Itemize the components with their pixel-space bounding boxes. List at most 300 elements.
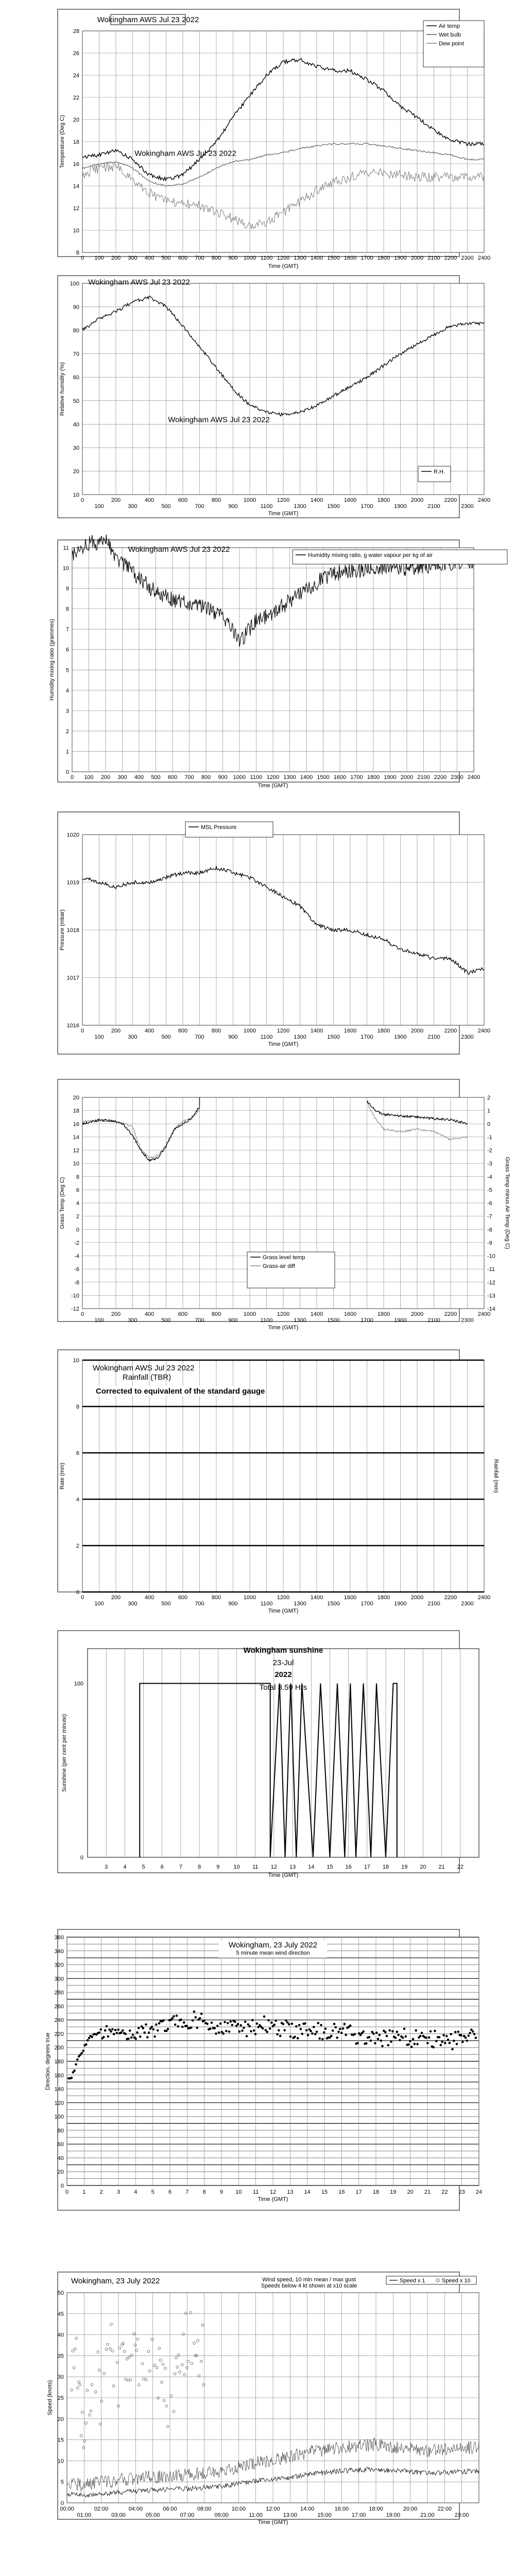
y-tick-label-wdir: 140 (54, 2086, 64, 2093)
data-point-wdir (399, 2039, 401, 2042)
x-tick-label-rain: 2200 (444, 1595, 457, 1601)
y-axis-label-mix: Humidity mixing ratio (grammes) (49, 619, 55, 701)
y2-tick-label-grass: -11 (487, 1266, 495, 1273)
y-tick-label-temp: 22 (73, 95, 79, 101)
x-tick-label-rain: 300 (128, 1601, 138, 1607)
x-tick-label-temp: 2400 (477, 255, 491, 261)
data-point-wdir (110, 2030, 112, 2033)
data-point-wdir (173, 2015, 175, 2018)
data-point-wdir (81, 2052, 83, 2055)
data-point-wdir (428, 2036, 431, 2039)
data-point-wdir (142, 2027, 145, 2029)
data-point-wdir (143, 2031, 146, 2034)
x-tick-label-mix: 400 (134, 774, 144, 781)
x-tick-label-bottom-wspd: 13:00 (283, 2512, 298, 2518)
data-point-wdir (213, 2027, 216, 2029)
y-tick-label-wdir: 300 (54, 1976, 64, 1982)
x-tick-label-rh: 500 (161, 503, 171, 510)
x-tick-label-temp: 1700 (360, 255, 373, 261)
y-tick-label-grass: 2 (76, 1213, 79, 1220)
x-tick-label-grass: 1400 (310, 1311, 323, 1317)
data-point-wdir (270, 2022, 273, 2024)
data-point-wdir (405, 2036, 407, 2038)
x-tick-label-rain: 2100 (427, 1601, 440, 1607)
data-point-wdir (294, 2036, 296, 2038)
x-tick-label-grass: 800 (211, 1311, 221, 1317)
legend-label-grass: Grass level temp (263, 1255, 305, 1261)
x-tick-label-rh: 1200 (277, 497, 290, 503)
y-tick-label-mix: 10 (62, 565, 69, 572)
y-tick-label-wdir: 200 (54, 2045, 64, 2052)
data-point-wdir (289, 2036, 292, 2038)
x-tick-label-wdir: 3 (116, 2189, 121, 2195)
data-point-wdir (438, 2036, 441, 2039)
x-tick-label-rain: 500 (161, 1601, 171, 1607)
y-tick-label-grass: 14 (73, 1134, 79, 1141)
data-point-wdir (88, 2037, 91, 2040)
x-axis-label-wdir: Time (GMT) (258, 2196, 288, 2202)
x-tick-label-grass: 1600 (344, 1311, 357, 1317)
data-point-wdir (313, 2026, 315, 2028)
x-tick-label-mix: 2300 (451, 774, 464, 781)
x-tick-label-sun: 20 (420, 1864, 426, 1870)
annotation-rain: Corrected to equivalent of the standard gauge (96, 1387, 265, 1396)
x-tick-label-temp: 0 (80, 255, 84, 261)
y2-tick-label-grass: -3 (487, 1161, 492, 1167)
y2-tick-label-grass: -12 (487, 1279, 495, 1286)
x-tick-label-mix: 600 (167, 774, 178, 781)
data-point-wdir (177, 2025, 180, 2028)
x-tick-label-rain: 900 (228, 1601, 238, 1607)
data-point-wdir (342, 2027, 345, 2030)
data-point-wdir (136, 2031, 139, 2034)
data-point-wdir (211, 2022, 213, 2024)
x-tick-label-temp: 2300 (461, 255, 474, 261)
data-point-wdir (73, 2070, 76, 2072)
x-tick-label-grass: 600 (178, 1311, 188, 1317)
x-tick-label-sun: 17 (364, 1864, 370, 1870)
x-tick-label-press: 1100 (260, 1034, 273, 1040)
data-point-wdir (419, 2035, 422, 2038)
data-point-wdir (219, 2023, 222, 2025)
data-point-wdir (381, 2045, 384, 2047)
x-tick-label-press: 500 (161, 1034, 171, 1040)
data-point-wdir (304, 2022, 306, 2025)
data-point-wdir (415, 2029, 417, 2032)
y-tick-label-wdir: 20 (57, 2169, 64, 2176)
x-tick-label-temp: 100 (94, 255, 104, 261)
x-tick-label-top-wspd: 06:00 (163, 2506, 177, 2512)
x-tick-label-sun: 7 (179, 1864, 183, 1870)
data-point-wdir (148, 2031, 150, 2034)
data-point-wdir (125, 2033, 127, 2036)
data-point-wdir (114, 2029, 117, 2031)
legend-label-rh: R.H. (434, 469, 445, 475)
y-tick-label-rh: 60 (73, 375, 79, 381)
data-point-wdir (414, 2043, 416, 2045)
data-point-wdir (457, 2030, 460, 2033)
x-tick-label-press: 2200 (444, 1028, 457, 1034)
data-point-wdir (379, 2034, 381, 2037)
x-tick-label-wdir: 6 (168, 2189, 172, 2195)
x-tick-label-rain: 1300 (294, 1601, 306, 1607)
x-tick-label-rh: 2100 (427, 503, 440, 510)
data-point-wdir (344, 2023, 346, 2025)
x-tick-label-temp: 600 (178, 255, 188, 261)
data-point-wdir (388, 2029, 391, 2032)
data-point-wdir (116, 2032, 118, 2035)
x-tick-label-grass: 100 (94, 1317, 104, 1324)
x-tick-label-press: 100 (94, 1034, 104, 1040)
data-point-wdir (75, 2063, 77, 2066)
y2-axis-label-rain: Rainfall (mm) (493, 1459, 499, 1493)
x-tick-label-top-wspd: 02:00 (94, 2506, 109, 2512)
y-tick-label-mix: 0 (65, 769, 69, 775)
x-tick-label-temp: 800 (211, 255, 221, 261)
x-tick-label-wdir: 13 (287, 2189, 294, 2195)
y-tick-label-sun: 0 (80, 1855, 83, 1861)
y-tick-label-rain: 8 (76, 1404, 79, 1410)
y-tick-label-mix: 8 (65, 606, 69, 613)
x-tick-label-rain: 700 (195, 1601, 204, 1607)
x-tick-label-top-wspd: 20:00 (403, 2506, 418, 2512)
y-tick-label-wdir: 60 (57, 2141, 64, 2148)
y-tick-label-mix: 3 (65, 708, 69, 715)
x-tick-label-temp: 200 (111, 255, 121, 261)
x-tick-label-temp: 1000 (243, 255, 256, 261)
data-point-wdir (230, 2021, 232, 2023)
data-point-wdir (278, 2029, 280, 2032)
y-tick-label-rh: 10 (73, 492, 79, 498)
x-tick-label-rh: 600 (178, 497, 188, 503)
x-tick-label-grass: 0 (80, 1311, 84, 1317)
y-tick-label-press: 1017 (66, 975, 79, 981)
legend-label-temp: Air temp (439, 23, 460, 29)
data-point-wdir (394, 2037, 397, 2039)
data-point-wdir (451, 2048, 454, 2050)
x-axis-label-mix: Time (GMT) (258, 783, 288, 789)
x-tick-label-sun: 6 (160, 1864, 164, 1870)
data-point-wdir (353, 2033, 356, 2036)
data-point-wdir (234, 2021, 236, 2023)
x-tick-label-sun: 22 (457, 1864, 464, 1870)
data-point-wdir (449, 2042, 451, 2044)
data-point-wdir (386, 2035, 388, 2038)
data-point-wdir (180, 2019, 182, 2021)
x-tick-label-temp: 1600 (344, 255, 357, 261)
x-tick-label-temp: 300 (128, 255, 138, 261)
x-tick-label-sun: 11 (252, 1864, 259, 1870)
x-tick-label-sun: 18 (382, 1864, 389, 1870)
data-point-wdir (323, 2031, 325, 2034)
data-point-wdir (285, 2020, 287, 2022)
y-tick-label-temp: 8 (76, 250, 79, 256)
x-tick-label-grass: 1800 (377, 1311, 390, 1317)
data-point-wdir (447, 2039, 450, 2041)
x-tick-label-wdir: 19 (390, 2189, 397, 2195)
x-tick-label-grass: 1900 (394, 1317, 407, 1324)
x-tick-label-wdir: 18 (372, 2189, 380, 2195)
x-tick-label-press: 1500 (327, 1034, 340, 1040)
x-tick-label-mix: 2400 (467, 774, 480, 781)
x-axis-label-rh: Time (GMT) (268, 511, 299, 517)
x-tick-label-temp: 400 (144, 255, 154, 261)
x-tick-label-temp: 2000 (410, 255, 424, 261)
y-tick-label-mix: 9 (65, 586, 69, 592)
x-tick-label-rain: 1900 (394, 1601, 407, 1607)
x-tick-label-top-wspd: 04:00 (128, 2506, 143, 2512)
y-axis-label-press: Pressure (mbar) (59, 909, 65, 951)
data-point-wdir (99, 2028, 102, 2031)
data-point-wdir (107, 2036, 110, 2038)
chart-subtitle-sun: 23-Jul (272, 1658, 294, 1667)
x-tick-label-mix: 1000 (233, 774, 246, 781)
data-point-wdir (472, 2030, 474, 2033)
x-tick-label-press: 0 (80, 1028, 84, 1034)
x-tick-label-press: 1400 (310, 1028, 323, 1034)
x-tick-label-mix: 200 (100, 774, 111, 781)
y-axis-label-grass: Grass Temp (Deg C) (59, 1177, 65, 1229)
x-tick-label-rh: 800 (211, 497, 221, 503)
y-tick-label-wdir: 80 (57, 2127, 64, 2134)
x-tick-label-bottom-wspd: 11:00 (249, 2512, 263, 2518)
data-point-wdir (227, 2022, 229, 2025)
y-tick-label-rain: 10 (73, 1358, 79, 1364)
data-point-wdir (470, 2028, 473, 2031)
x-tick-label-rh: 100 (94, 503, 104, 510)
y-tick-label-grass: 0 (76, 1227, 79, 1233)
x-tick-label-rh: 1500 (327, 503, 340, 510)
y-tick-label-grass: 4 (76, 1200, 79, 1207)
data-point-wdir (300, 2028, 302, 2030)
x-tick-label-bottom-wspd: 09:00 (214, 2512, 229, 2518)
data-point-wdir (330, 2035, 333, 2037)
y-tick-label-temp: 24 (73, 73, 79, 79)
y-tick-label-rh: 90 (73, 304, 79, 311)
x-tick-label-sun: 13 (289, 1864, 296, 1870)
legend-label-mix: Humidity mixing ratio, g water vapour per kg of air (308, 552, 433, 558)
data-point-wdir (450, 2033, 452, 2036)
x-tick-label-temp: 1800 (377, 255, 390, 261)
x-tick-label-rain: 1700 (360, 1601, 373, 1607)
data-point-wdir (82, 2049, 84, 2052)
x-tick-label-rh: 300 (128, 503, 138, 510)
x-tick-label-rain: 1100 (260, 1601, 273, 1607)
x-tick-label-top-wspd: 12:00 (266, 2506, 280, 2512)
data-point-wdir (167, 2028, 169, 2030)
x-tick-label-rain: 1000 (243, 1595, 256, 1601)
y-tick-label-grass: 8 (76, 1174, 79, 1180)
x-tick-label-press: 1000 (243, 1028, 256, 1034)
data-point-wdir (445, 2035, 448, 2038)
x-tick-label-temp: 1900 (394, 255, 407, 261)
data-point-wdir (269, 2027, 271, 2030)
chart-title-grass: Wokingham AWS Jul 23 2022 (128, 545, 230, 554)
x-tick-label-temp: 1100 (260, 255, 273, 261)
data-point-wdir (282, 2023, 285, 2025)
data-point-wdir (320, 2024, 322, 2026)
data-point-wdir (262, 2027, 264, 2030)
x-tick-label-sun: 12 (270, 1864, 278, 1870)
data-point-wdir (263, 2015, 266, 2018)
y-tick-label-rain: 0 (76, 1589, 79, 1596)
data-point-wdir (215, 2032, 217, 2035)
data-point-wdir (426, 2042, 429, 2044)
data-point-wdir (120, 2031, 123, 2034)
y-tick-label-grass: 18 (73, 1108, 79, 1114)
data-point-wdir (165, 2030, 168, 2032)
x-tick-label-grass: 2400 (477, 1311, 491, 1317)
y-tick-label-grass: 16 (73, 1121, 79, 1128)
data-point-wdir (98, 2031, 101, 2034)
x-tick-label-mix: 1100 (250, 774, 263, 781)
data-point-wdir (316, 2030, 318, 2033)
x-tick-label-press: 600 (178, 1028, 188, 1034)
y-tick-label-temp: 14 (73, 183, 79, 190)
data-point-wdir (461, 2041, 464, 2043)
chart-title-sun: Wokingham sunshine (243, 1646, 323, 1655)
x-tick-label-top-wspd: 00:00 (60, 2506, 74, 2512)
data-point-wdir (283, 2029, 286, 2031)
y-tick-label-wspd: 10 (57, 2458, 64, 2465)
x-tick-label-temp: 2200 (444, 255, 457, 261)
x-tick-label-mix: 2000 (400, 774, 414, 781)
data-point-wdir (432, 2046, 435, 2049)
data-point-wdir (305, 2029, 308, 2032)
x-tick-label-rain: 1400 (310, 1595, 323, 1601)
x-tick-label-sun: 15 (327, 1864, 333, 1870)
legend-label-grass: Grass-air diff (263, 1263, 295, 1269)
chart-note-wspd: Speeds below 4 kt shown at x10 scale (261, 2283, 357, 2289)
chart-title-rain: Wokingham AWS Jul 23 2022 (93, 1364, 195, 1372)
y-tick-label-grass: 10 (73, 1161, 79, 1167)
x-axis-label-sun: Time (GMT) (268, 1872, 299, 1878)
x-axis-label-wspd: Time (GMT) (258, 2519, 288, 2526)
x-tick-label-wdir: 2 (99, 2189, 103, 2195)
data-point-wdir (127, 2038, 130, 2040)
x-tick-label-sun: 3 (105, 1864, 108, 1870)
data-point-wdir (374, 2042, 376, 2045)
data-point-wdir (416, 2043, 419, 2045)
x-tick-label-temp: 1300 (294, 255, 306, 261)
y-tick-label-mix: 4 (65, 687, 69, 694)
data-point-wdir (444, 2042, 447, 2044)
x-tick-label-wdir: 17 (355, 2189, 362, 2195)
x-tick-label-rh: 1900 (394, 503, 407, 510)
data-point-wdir (253, 2029, 255, 2032)
x-tick-label-rain: 200 (111, 1595, 121, 1601)
x-tick-label-grass: 500 (161, 1317, 171, 1324)
data-point-wdir (183, 2021, 185, 2024)
x-tick-label-wdir: 1 (82, 2189, 86, 2195)
y-tick-label-wdir: 40 (57, 2155, 64, 2162)
data-point-wdir (106, 2025, 108, 2028)
data-point-wdir (192, 2019, 194, 2022)
data-point-wdir (102, 2036, 105, 2039)
y-axis-label-rh: Relative humidity (%) (59, 362, 65, 416)
data-point-wdir (430, 2030, 432, 2033)
data-point-wdir (291, 2023, 294, 2025)
data-point-wdir (441, 2041, 443, 2043)
y-tick-label-wspd: 5 (60, 2479, 64, 2486)
x-tick-label-grass: 2200 (444, 1311, 457, 1317)
x-tick-label-temp: 1500 (327, 255, 340, 261)
data-point-wdir (246, 2035, 248, 2038)
chart-title-press: Wokingham AWS Jul 23 2022 (168, 415, 270, 425)
data-point-wdir (239, 2024, 242, 2027)
y-tick-label-grass: 6 (76, 1187, 79, 1194)
data-point-wdir (298, 2024, 301, 2026)
x-tick-label-wdir: 20 (407, 2189, 414, 2195)
x-tick-label-rh: 2400 (477, 497, 491, 503)
x-tick-label-mix: 300 (117, 774, 127, 781)
y2-tick-label-grass: -10 (487, 1253, 495, 1260)
chart-title-wspd: Wokingham, 23 July 2022 (71, 2277, 160, 2285)
x-tick-label-rain: 600 (178, 1595, 188, 1601)
x-tick-label-mix: 500 (151, 774, 161, 781)
x-tick-label-mix: 2100 (417, 774, 430, 781)
x-tick-label-rain: 800 (211, 1595, 221, 1601)
legend-label-temp: Dew point (439, 41, 464, 47)
data-point-wdir (237, 2023, 239, 2025)
legend-label-press: MSL Pressure (201, 824, 237, 831)
x-tick-label-rh: 1800 (377, 497, 390, 503)
x-tick-label-wdir: 11 (252, 2189, 259, 2195)
x-tick-label-bottom-wspd: 23:00 (454, 2512, 469, 2518)
x-tick-label-grass: 2300 (461, 1317, 474, 1324)
y-tick-label-wdir: 360 (54, 1935, 64, 1941)
x-tick-label-top-wspd: 18:00 (369, 2506, 383, 2512)
data-point-wdir (412, 2038, 415, 2041)
data-point-wdir (339, 2028, 341, 2030)
x-tick-label-press: 2000 (410, 1028, 424, 1034)
data-point-wdir (332, 2029, 334, 2032)
x-tick-label-grass: 1500 (327, 1317, 340, 1324)
x-tick-label-bottom-wspd: 21:00 (420, 2512, 435, 2518)
y-tick-label-wdir: 120 (54, 2100, 64, 2107)
data-point-wdir (440, 2044, 442, 2046)
x-tick-label-rain: 1500 (327, 1601, 340, 1607)
data-point-wdir (122, 2029, 124, 2032)
y-tick-label-mix: 5 (65, 667, 69, 674)
y-tick-label-temp: 26 (73, 50, 79, 57)
data-point-wdir (273, 2024, 276, 2026)
y-tick-label-wdir: 180 (54, 2059, 64, 2065)
x-tick-label-grass: 2100 (427, 1317, 440, 1324)
x-tick-label-rh: 1400 (310, 497, 323, 503)
data-point-wdir (251, 2019, 254, 2022)
y-tick-label-mix: 6 (65, 647, 69, 653)
x-tick-label-bottom-wspd: 15:00 (317, 2512, 332, 2518)
data-point-wdir (314, 2033, 317, 2036)
x-tick-label-press: 700 (195, 1034, 204, 1040)
x-tick-label-grass: 900 (228, 1317, 238, 1324)
x-axis-label-press: Time (GMT) (268, 1041, 299, 1047)
data-point-wdir (442, 2034, 445, 2037)
y-tick-label-wspd: 0 (60, 2500, 64, 2506)
x-tick-label-rh: 2000 (410, 497, 424, 503)
x-tick-label-grass: 2000 (410, 1311, 424, 1317)
x-tick-label-rh: 1000 (243, 497, 256, 503)
chart-title-rh: Wokingham AWS Jul 23 2022 (134, 149, 236, 158)
y-tick-label-wdir: 0 (60, 2183, 64, 2189)
data-point-wdir (465, 2037, 467, 2039)
x-tick-label-mix: 1300 (283, 774, 296, 781)
data-point-wdir (466, 2040, 469, 2042)
data-point-wdir (186, 2025, 188, 2027)
data-point-wdir (216, 2025, 219, 2027)
data-point-wdir (288, 2023, 290, 2026)
